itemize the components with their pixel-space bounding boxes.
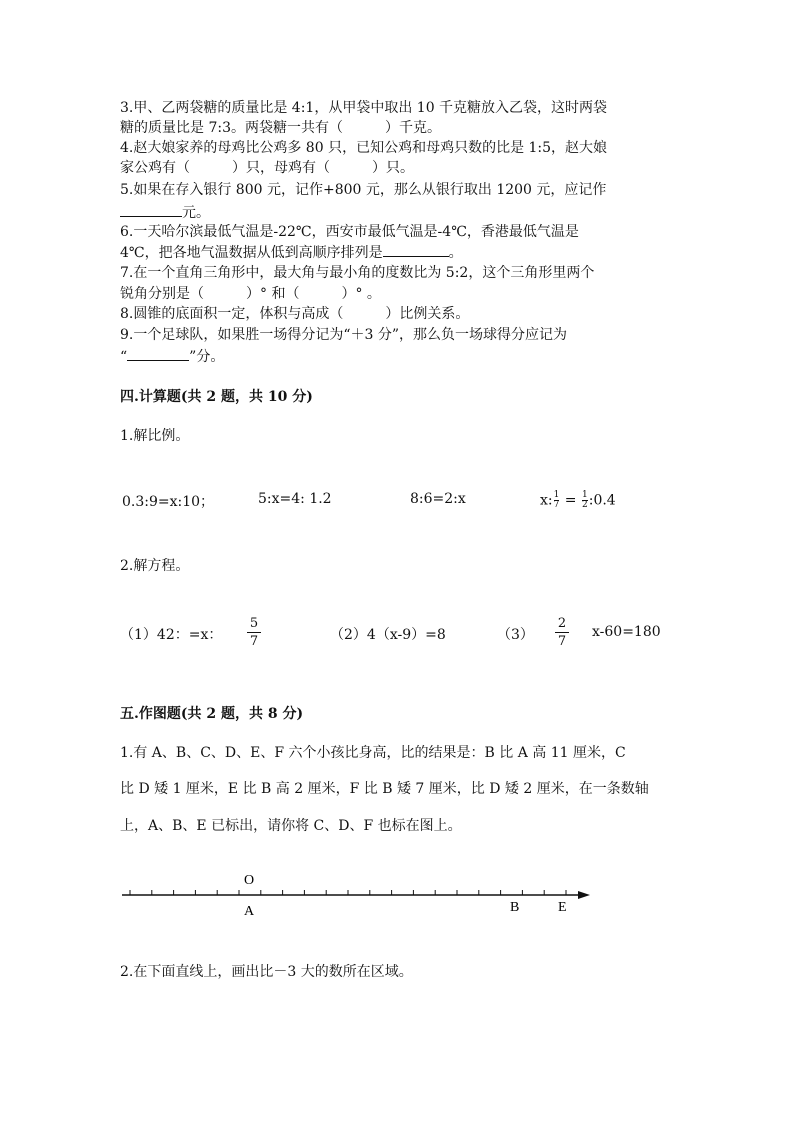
equation-3: x-60=180 [592, 624, 661, 640]
eq4-prefix: x: [540, 492, 553, 509]
point-b-label: B [510, 900, 520, 915]
fraction: $\frac{1}{7}$ [553, 490, 560, 510]
q5-line2 [120, 202, 210, 223]
q7-line2: 锐角分别是（ ）° 和（ ）° 。 [120, 286, 381, 302]
ratio-eq-1: 0.3:9=x:10； [122, 494, 215, 510]
q9-line2 [120, 346, 224, 367]
fraction: 2 7 [555, 616, 569, 649]
answer-blank[interactable] [127, 346, 189, 361]
q9-quote-open: “ [120, 349, 128, 365]
ratio-eq-3: 8:6=2:x [410, 491, 466, 507]
q9-line1: 9.一个足球队，如果胜一场得分记为“＋3 分”，那么负一场球得分应记为 [120, 327, 568, 343]
answer-blank[interactable] [383, 242, 449, 257]
q8-line1: 8.圆锥的底面积一定，体积与高成（ ）比例关系。 [120, 306, 470, 322]
s5-q1-line1: 1.有 A、B、C、D、E、F 六个小孩比身高，比的结果是：B 比 A 高 11 厘米，C [120, 745, 626, 761]
number-line [120, 866, 600, 922]
answer-blank[interactable] [120, 202, 182, 217]
ratio-eq-4 [540, 491, 616, 510]
section5-title: 五.作图题(共 2 题，共 8 分) [120, 706, 304, 722]
equation-1: （1）42：=x： [120, 627, 223, 643]
q6-line1: 6.一天哈尔滨最低气温是-22℃，西安市最低气温是-4℃，香港最低气温是 [120, 224, 579, 240]
q3-line2: 糖的质量比是 7:3。两袋糖一共有（ ）千克。 [120, 120, 441, 136]
q6-line2 [120, 242, 463, 263]
eq4-suffix: :0.4 [588, 492, 616, 509]
arrow-head-icon [578, 891, 590, 899]
q4-line1: 4.赵大娘家养的母鸡比公鸡多 80 只，已知公鸡和母鸡只数的比是 1:5，赵大娘 [120, 140, 608, 156]
q6-end: 。 [448, 245, 463, 261]
s4-q2-label: 2.解方程。 [120, 558, 190, 574]
tick-marks [130, 890, 566, 895]
q3-line1: 3.甲、乙两袋糖的质量比是 4:1，从甲袋中取出 10 千克糖放入乙袋，这时两袋 [120, 100, 608, 116]
point-e-label: E [558, 900, 567, 915]
q5-unit: 元。 [182, 205, 210, 221]
ratio-eq-2: 5:x=4: 1.2 [258, 491, 332, 507]
q5-line1: 5.如果在存入银行 800 元，记作+800 元，那么从银行取出 1200 元，应记作 [120, 182, 607, 198]
q7-line1: 7.在一个直角三角形中，最大角与最小角的度数比为 5:2，这个三角形里两个 [120, 265, 595, 281]
equals: = [560, 492, 581, 509]
q4-line2: 家公鸡有（ ）只，母鸡有（ ）只。 [120, 160, 414, 176]
fraction: $\frac{1}{2}$ [582, 490, 588, 510]
s4-q1-label: 1.解比例。 [120, 428, 190, 444]
q9-quote-close: ”分。 [189, 349, 225, 365]
equation-3-label: （3） [497, 627, 534, 643]
point-a-label: A [244, 904, 255, 919]
s5-q2: 2.在下面直线上，画出比－3 大的数所在区域。 [120, 964, 413, 980]
section4-title: 四.计算题(共 2 题，共 10 分) [120, 389, 313, 405]
s5-q1-line2: 比 D 矮 1 厘米，E 比 B 高 2 厘米，F 比 B 矮 7 厘米，比 D 矮 2 厘米，在一条数轴 [120, 781, 649, 797]
q6-text: 4℃，把各地气温数据从低到高顺序排列是 [120, 245, 383, 261]
origin-label: O [244, 873, 255, 888]
s5-q1-line3: 上，A、B、E 已标出，请你将 C、D、F 也标在图上。 [120, 818, 462, 834]
equation-2: （2）4（x-9）=8 [330, 627, 446, 643]
fraction: 5 7 [247, 616, 261, 649]
